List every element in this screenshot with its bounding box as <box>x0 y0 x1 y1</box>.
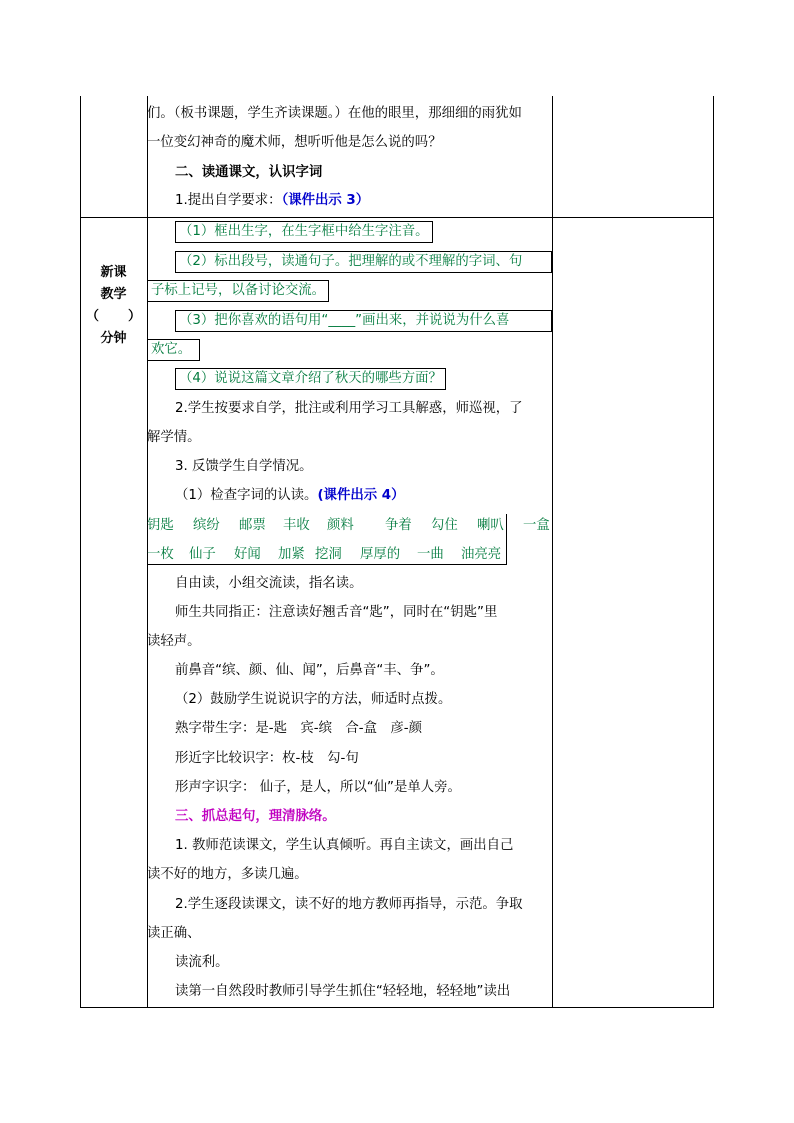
word: 厚厚的 <box>360 547 401 562</box>
word: 钥匙 <box>147 518 174 533</box>
text-line: 师生共同指正：注意读好翘舌音“匙”，同时在“钥匙”里 <box>175 605 498 620</box>
text-line: 熟字带生字：是-匙 宾-缤 合-盒 彦-颜 <box>175 721 422 736</box>
word-list-box <box>147 514 507 565</box>
text-line: 读轻声。 <box>147 634 201 649</box>
word: 一曲 <box>417 547 444 562</box>
word: 一盒 <box>523 518 550 533</box>
section-heading: 二、读通课文，认识字词 <box>175 165 323 180</box>
minutes-blank <box>80 306 147 328</box>
text-line: 2.学生逐段读课文，读不好的地方教师再指导，示范。争取 <box>175 897 523 912</box>
requirement-box: （1）框出生字，在生字框中给生字注音。 <box>175 221 433 243</box>
requirement-box: 子标上记号，以备讨论交流。 <box>147 280 329 302</box>
word: 勾住 <box>431 518 458 533</box>
table-divider-2 <box>552 96 553 1008</box>
word: 一枚 <box>147 547 174 562</box>
table-border-bottom <box>80 1007 714 1008</box>
text-line: 1. 教师范读课文，学生认真倾听。再自主读文，画出自己 <box>175 838 514 853</box>
text-line: 读正确、 <box>147 926 201 941</box>
text-line <box>147 485 552 507</box>
text-line: 读流利。 <box>175 955 229 970</box>
word: 缤纷 <box>193 518 220 533</box>
requirement-box: （2）标出段号，读通句子。把理解的或不理解的字词、句 <box>175 251 552 273</box>
section-label <box>80 262 147 350</box>
word: 喇叭 <box>477 518 504 533</box>
text-span: 1.提出自学要求： <box>175 193 282 208</box>
text-line: 3. 反馈学生自学情况。 <box>175 459 313 474</box>
section-label-line1: 新课 <box>100 265 127 280</box>
boxed-requirement <box>147 310 552 332</box>
paren-close: ） <box>127 309 141 324</box>
row-separator <box>80 217 714 218</box>
text-line: （2）鼓励学生说说识字的方法，师适时点拨。 <box>175 692 452 707</box>
boxed-requirement <box>147 251 552 273</box>
word: 争着 <box>385 518 412 533</box>
requirement-box: （3）把你喜欢的语句用“____”画出来，并说说为什么喜 <box>175 310 552 332</box>
table-border-left <box>80 96 81 1008</box>
text-span: （1）检查字词的认读。 <box>175 488 318 503</box>
text-line: 读第一自然段时教师引导学生抓住“轻轻地，轻轻地”读出 <box>175 984 511 999</box>
word: 丰收 <box>283 518 310 533</box>
word: 加紧 <box>278 547 305 562</box>
word: 颜料 <box>327 518 354 533</box>
courseware-note: （课件出示 3） <box>281 193 370 208</box>
section-label-line4: 分钟 <box>100 331 127 346</box>
word: 油亮亮 <box>461 547 502 562</box>
requirement-box: 欢它。 <box>147 339 200 361</box>
requirement-box: （4）说说这篇文章介绍了秋天的哪些方面？ <box>175 368 446 390</box>
word: 好闻 <box>234 547 261 562</box>
text-line: 形声字识字： 仙子，是人，所以“仙”是单人旁。 <box>175 780 461 795</box>
text-line: 一位变幻神奇的魔术师，想听听他是怎么说的吗？ <box>147 135 442 150</box>
boxed-requirement <box>147 339 552 361</box>
word: 邮票 <box>239 518 266 533</box>
section-heading: 三、抓总起句，理清脉络。 <box>175 809 336 824</box>
text-line: 读不好的地方，多读几遍。 <box>147 867 308 882</box>
boxed-requirement <box>147 280 552 302</box>
paren-open: （ <box>86 309 100 324</box>
text-line: 前鼻音“缤、颜、仙、闻”，后鼻音“丰、争”。 <box>175 663 444 678</box>
text-line: 们。（板书课题，学生齐读课题。）在他的眼里，那细细的雨犹如 <box>147 106 522 121</box>
word: 仙子 <box>189 547 216 562</box>
text-line: 形近字比较识字：枚-枝 勾-句 <box>175 751 359 766</box>
text-line: 解学情。 <box>147 430 201 445</box>
boxed-requirement <box>147 221 552 243</box>
boxed-requirement <box>147 368 552 390</box>
courseware-note: (课件出示 4） <box>317 488 405 503</box>
section-label-line2: 教学 <box>100 287 127 302</box>
text-line <box>147 190 552 212</box>
table-border-right <box>713 96 714 1008</box>
text-line: 自由读，小组交流读，指名读。 <box>175 576 363 591</box>
text-line: 2.学生按要求自学，批注或利用学习工具解惑，师巡视，了 <box>175 401 523 416</box>
word: 挖洞 <box>315 547 342 562</box>
